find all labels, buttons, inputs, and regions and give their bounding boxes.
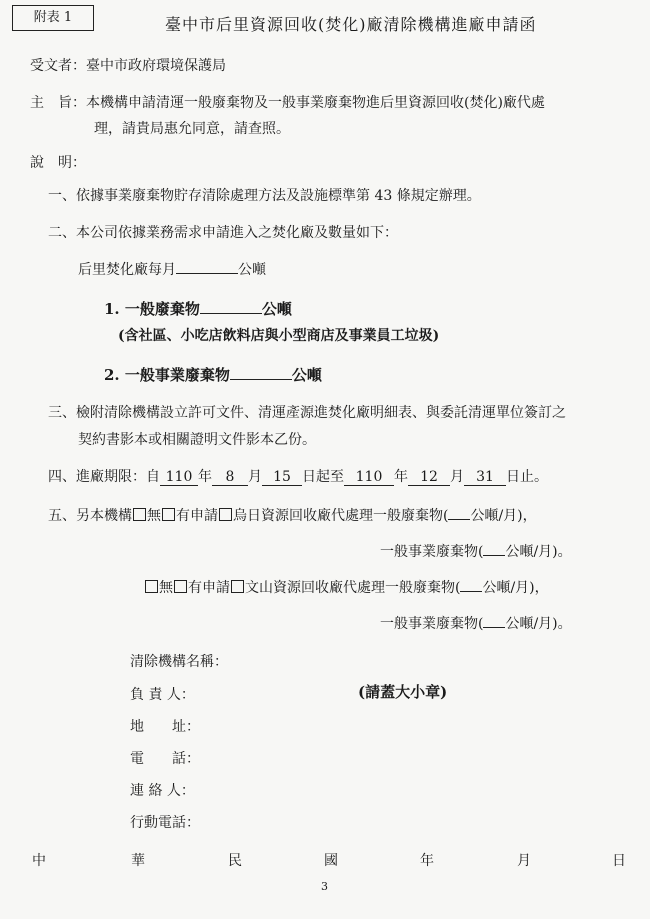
subject-label: 主 旨： — [30, 95, 86, 111]
wenshan-business-line — [380, 613, 572, 633]
end-month[interactable]: 12 — [408, 470, 450, 486]
sub-item-1-note: (含社區、小吃店飲料店與小型商店及事業員工垃圾) — [118, 328, 440, 344]
item-3-line-2: 契約書影本或相關證明文件影本乙份。 — [78, 432, 316, 448]
date-char-guo: 國 — [324, 853, 338, 869]
end-day[interactable]: 31 — [464, 470, 506, 486]
end-year[interactable]: 110 — [344, 470, 394, 486]
wenshan-general-blank[interactable] — [460, 591, 482, 592]
monthly-prefix: 后里焚化廠每月 — [78, 262, 176, 278]
wenshan-business-unit: 公噸/月)。 — [505, 616, 572, 632]
recipient-value: 臺中市政府環境保護局 — [86, 58, 226, 74]
wuri-business-line — [380, 541, 572, 561]
explanation-label: 說 明： — [30, 155, 86, 171]
sub-item-1-unit: 公噸 — [261, 300, 292, 318]
item-5-wuri — [48, 505, 537, 525]
start-year-unit: 年 — [198, 469, 212, 485]
start-year[interactable]: 110 — [160, 470, 198, 486]
date-char-day: 日 — [612, 853, 626, 869]
start-month-unit: 月 — [248, 469, 262, 485]
wenshan-business-label: 一般事業廢棄物( — [380, 616, 484, 632]
checkbox-none-wenshan[interactable] — [145, 580, 158, 593]
item-5-prefix: 五、另本機構 — [48, 508, 132, 524]
option-none-label: 無 — [159, 580, 173, 596]
wenshan-unit: 公噸/月)， — [482, 580, 549, 596]
sub-item-2 — [104, 364, 322, 385]
checkbox-wuri[interactable] — [219, 508, 232, 521]
sub-item-1 — [104, 298, 292, 319]
subject-line-1 — [30, 92, 545, 112]
date-char-zhong: 中 — [32, 853, 46, 869]
period-prefix: 四、進廠期限：自 — [48, 469, 160, 485]
wuri-text: 烏日資源回收廠代處理一般廢棄物( — [233, 508, 449, 524]
option-none-label: 無 — [147, 508, 161, 524]
item-1: 一、依據事業廢棄物貯存清除處理方法及設施標準第 43 條規定辦理。 — [48, 188, 481, 204]
wenshan-text: 文山資源回收廠代處理一般廢棄物( — [245, 580, 461, 596]
sub-item-2-unit: 公噸 — [291, 366, 322, 384]
item-5-wenshan — [144, 577, 549, 597]
checkbox-applied-wenshan[interactable] — [174, 580, 187, 593]
date-char-year: 年 — [420, 853, 434, 869]
recipient-label: 受文者： — [30, 58, 86, 74]
end-year-unit: 年 — [394, 469, 408, 485]
org-name-label: 清除機構名稱： — [130, 654, 228, 670]
start-day-unit: 日起至 — [302, 469, 344, 485]
sub-item-2-label: 2. 一般事業廢棄物 — [104, 366, 230, 384]
checkbox-applied-wuri[interactable] — [162, 508, 175, 521]
wuri-business-label: 一般事業廢棄物( — [380, 544, 484, 560]
checkbox-wenshan[interactable] — [231, 580, 244, 593]
mobile-label: 行動電話： — [130, 815, 200, 831]
recipient-line — [30, 55, 226, 75]
wuri-unit: 公噸/月)， — [470, 508, 537, 524]
checkbox-none-wuri[interactable] — [133, 508, 146, 521]
sub-item-2-blank[interactable] — [230, 379, 292, 380]
wuri-business-unit: 公噸/月)。 — [505, 544, 572, 560]
sub-item-1-label: 1. 一般廢棄物 — [104, 300, 200, 318]
sub-item-1-blank[interactable] — [200, 313, 262, 314]
monthly-blank[interactable] — [176, 273, 238, 274]
page-number: 3 — [321, 880, 328, 893]
stamp-note: (請蓋大小章) — [358, 683, 448, 701]
item-2: 二、本公司依據業務需求申請進入之焚化廠及數量如下： — [48, 225, 398, 241]
option-applied-label: 有申請 — [176, 508, 218, 524]
start-month[interactable]: 8 — [212, 470, 248, 486]
end-day-unit: 日止。 — [506, 469, 548, 485]
phone-label: 電 話： — [130, 751, 200, 767]
date-char-min: 民 — [228, 853, 242, 869]
document-title: 臺中市后里資源回收(焚化)廠清除機構進廠申請函 — [165, 15, 537, 34]
start-day[interactable]: 15 — [262, 470, 302, 486]
end-month-unit: 月 — [450, 469, 464, 485]
wenshan-business-blank[interactable] — [483, 627, 505, 628]
subject-text-2: 理，請貴局惠允同意，請查照。 — [94, 121, 290, 137]
attachment-label: 附表 1 — [12, 5, 94, 31]
wuri-general-blank[interactable] — [448, 519, 470, 520]
contact-label: 連 絡 人： — [130, 783, 195, 799]
wuri-business-blank[interactable] — [483, 555, 505, 556]
date-char-month: 月 — [517, 853, 531, 869]
subject-text-1: 本機構申請清運一般廢棄物及一般事業廢棄物進后里資源回收(焚化)廠代處 — [86, 95, 545, 111]
responsible-label: 負 責 人： — [130, 687, 195, 703]
address-label: 地 址： — [130, 719, 200, 735]
item-4 — [48, 466, 548, 486]
monthly-quota-line — [78, 259, 266, 279]
item-3-line-1: 三、檢附清除機構設立許可文件、清運產源進焚化廠明細表、與委託清運單位簽訂之 — [48, 405, 566, 421]
date-char-hua: 華 — [131, 853, 145, 869]
option-applied-label: 有申請 — [188, 580, 230, 596]
monthly-suffix: 公噸 — [238, 262, 266, 278]
